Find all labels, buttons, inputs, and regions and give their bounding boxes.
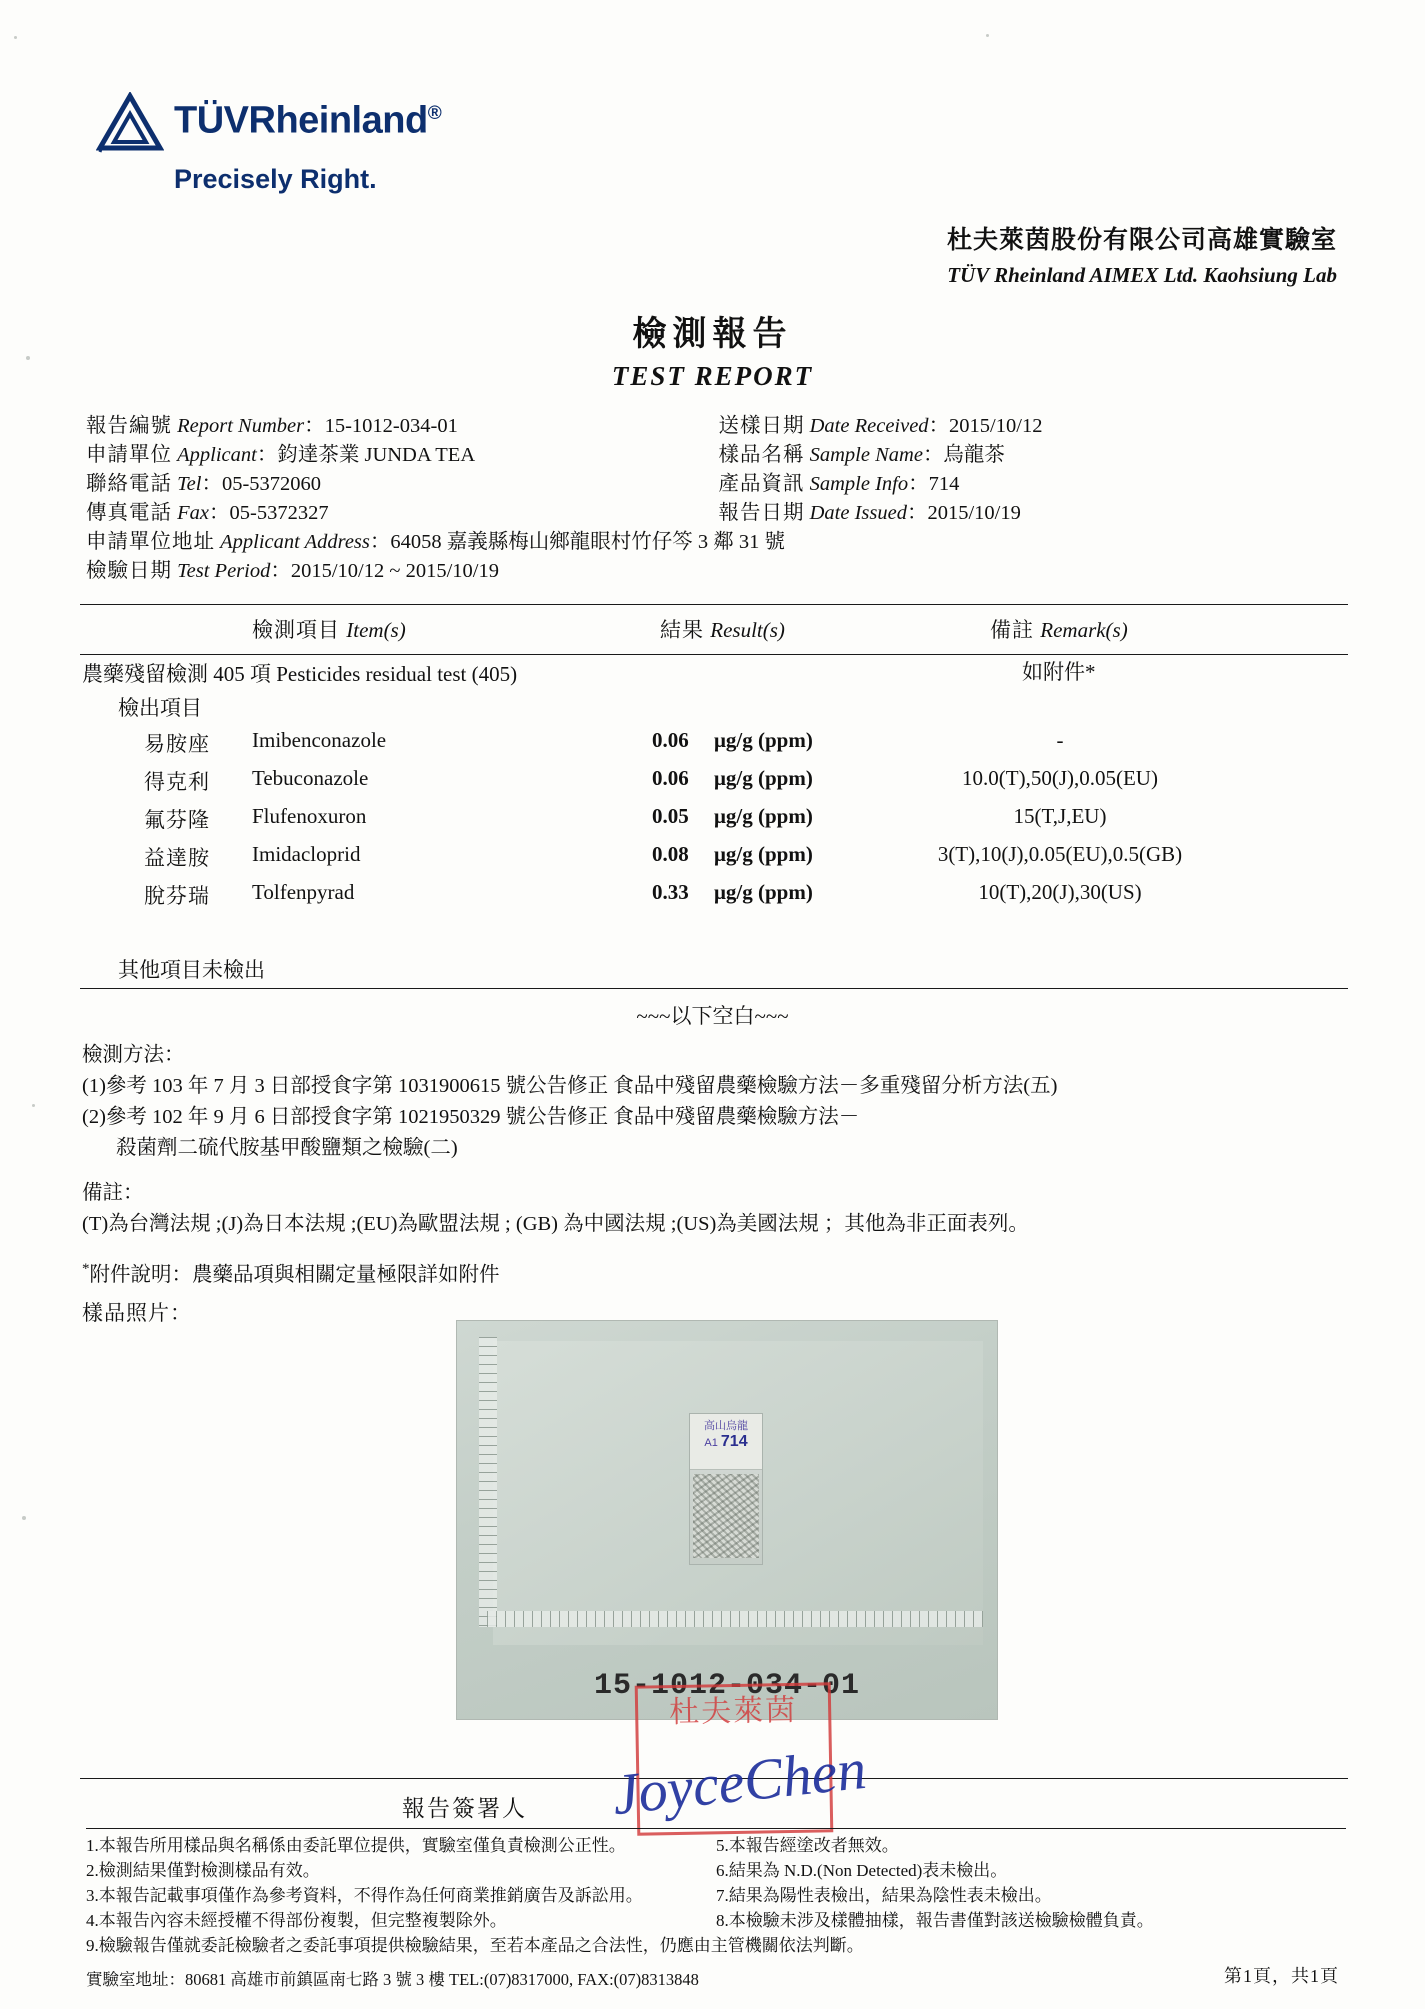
label-cn: 申請單位地址 [86, 531, 215, 553]
column-header-result-cn: 結果 [660, 618, 711, 642]
chemical-name-en: Flufenoxuron [252, 804, 367, 828]
sample-bag-label [690, 1414, 762, 1470]
notes-section [82, 1040, 1362, 1291]
result-remark: 10.0(T),50(J),0.05(EU) [962, 766, 1158, 790]
value: ：05-5372327 [209, 502, 329, 524]
sample-photo-id: 15-1012-034-01 [593, 1669, 861, 1703]
table-row [0, 728, 1425, 766]
method-line-2b: 殺菌劑二硫代胺基甲酸鹽類之檢驗(二) [116, 1137, 458, 1159]
value: ：2015/10/12 [928, 415, 1043, 437]
meta-row [86, 441, 1341, 470]
attachment-note [82, 1254, 1362, 1291]
footer-item: 6.結果為 N.D.(Non Detected)表未檢出。 [716, 1861, 1008, 1880]
method-line-2: (2)參考 102 年 9 月 6 日部授食字第 1021950329 號公告修正 食品中殘留農藥檢驗方法－ [82, 1106, 860, 1128]
test-group-title: 農藥殘留檢測 405 項 Pesticides residual test (405) [82, 662, 518, 686]
official-stamp: 杜夫萊茵 [635, 1682, 834, 1835]
ruler-horizontal [487, 1611, 983, 1627]
ruler-vertical [479, 1337, 497, 1627]
value: ：2015/10/12 ~ 2015/10/19 [270, 560, 499, 582]
column-header-remark-en: Remark(s) [1040, 618, 1128, 642]
result-unit: μg/g (ppm) [714, 804, 813, 828]
page-number: 第1頁，共1頁 [1224, 1966, 1339, 1986]
meta-row [86, 499, 1341, 528]
scan-speck [32, 1104, 35, 1107]
column-header-remark-cn: 備註 [990, 618, 1041, 642]
sample-tag-line1: 高山烏龍 [704, 1420, 748, 1432]
label-en: Tel [177, 473, 202, 495]
table-top-rule [80, 604, 1348, 605]
column-header-result [660, 614, 785, 644]
chemical-name-cn: 氟芬隆 [144, 808, 210, 832]
sample-bag [689, 1413, 763, 1565]
meta-row [86, 528, 1341, 557]
result-remark: 15(T,J,EU) [1013, 804, 1107, 828]
result-remark: 10(T),20(J),30(US) [978, 880, 1142, 904]
handwritten-signature: JoyceChen [609, 1735, 870, 1828]
column-header-item-cn: 檢測項目 [252, 618, 347, 642]
sample-tag-line2: A1 [704, 1437, 718, 1449]
footer-row [86, 1908, 1346, 1933]
label-en: Fax [177, 502, 209, 524]
chemical-name-en: Imibenconazole [252, 728, 387, 752]
spacer [82, 1164, 1362, 1178]
method-line-1: (1)參考 103 年 7 月 3 日部授食字第 1031900615 號公告修正 食品中殘留農藥檢驗方法－多重殘留分析方法(五) [82, 1075, 1058, 1097]
label-en: Sample Info [809, 473, 909, 495]
footer-item: 7.結果為陽性表檢出，結果為陰性表未檢出。 [716, 1886, 1052, 1905]
others-not-detected: 其他項目未檢出 [118, 958, 265, 982]
blank-marker: ~~~以下空白~~~ [636, 1004, 789, 1028]
lab-name-cn: 杜夫萊茵股份有限公司高雄實驗室 [946, 227, 1337, 254]
chemical-name-en: Tolfenpyrad [252, 880, 355, 904]
meta-date-received [709, 412, 1342, 441]
label-cn: 報告編號 [86, 415, 172, 437]
column-header-item-en: Item(s) [346, 618, 406, 642]
meta-applicant [86, 441, 709, 470]
chemical-name-cn: 得克利 [144, 770, 210, 794]
value: ：15-1012-034-01 [304, 415, 458, 437]
table-row [0, 804, 1425, 842]
meta-test-period [86, 557, 1341, 586]
label-en: Applicant Address [220, 531, 370, 553]
remark-text: (T)為台灣法規 ;(J)為日本法規 ;(EU)為歐盟法規 ; (GB) 為中國法規 ;(US)為美國法規 ；其他為非正面表列。 [82, 1213, 1029, 1235]
value: ：2015/10/19 [906, 502, 1021, 524]
label-cn: 聯絡電話 [86, 473, 172, 495]
result-remark: 3(T),10(J),0.05(EU),0.5(GB) [937, 842, 1183, 866]
scan-speck [22, 1516, 26, 1520]
table-header-rule [80, 654, 1348, 655]
meta-row [86, 470, 1341, 499]
brand-name [174, 92, 441, 143]
spacer [82, 1240, 1362, 1254]
footer-disclaimers [86, 1828, 1346, 1958]
sample-tag-number: 714 [720, 1433, 748, 1450]
report-title [0, 306, 1425, 392]
table-bottom-rule [80, 988, 1348, 989]
footer-row [86, 1858, 1346, 1883]
label-en: Applicant [177, 444, 257, 466]
value: ：714 [908, 473, 960, 495]
brand-tagline: Precisely Right. [174, 164, 377, 194]
result-unit: μg/g (ppm) [714, 880, 813, 904]
column-header-remark [990, 614, 1128, 644]
tuv-rheinland-logo [96, 92, 556, 195]
label-en: Report Number [177, 415, 305, 437]
brand-name-text: TÜVRheinland [174, 99, 428, 142]
chemical-name-cn: 益達胺 [144, 846, 210, 870]
label-en: Date Received [809, 415, 929, 437]
column-header-result-en: Result(s) [710, 618, 785, 642]
meta-row [86, 557, 1341, 586]
test-group-remark: 如附件* [1022, 660, 1096, 684]
value: ：烏龍茶 [922, 444, 1005, 466]
meta-report-number [86, 412, 709, 441]
label-en: Sample Name [809, 444, 923, 466]
remark-label: 備註： [82, 1182, 144, 1204]
label-cn: 申請單位 [86, 444, 172, 466]
chemical-name-en: Imidacloprid [252, 842, 361, 866]
meta-applicant-address [86, 528, 1341, 557]
attachment-note-text: 附件說明：農藥品項與相關定量極限詳如附件 [89, 1263, 500, 1286]
detected-items-subhead: 檢出項目 [118, 696, 202, 720]
result-value: 0.05 [652, 804, 689, 828]
result-unit: μg/g (ppm) [714, 766, 813, 790]
lab-name-en: TÜV Rheinland AIMEX Ltd. Kaohsiung Lab [947, 262, 1337, 287]
footer-row [86, 1883, 1346, 1908]
meta-tel [86, 470, 709, 499]
footer-item: 5.本報告經塗改者無效。 [716, 1836, 899, 1855]
label-en: Test Period [177, 560, 271, 582]
meta-fax [86, 499, 709, 528]
label-cn: 檢驗日期 [86, 560, 172, 582]
label-en: Date Issued [809, 502, 907, 524]
footer-row [86, 1828, 1346, 1858]
footer-item-9: 9.檢驗報告僅就委託檢驗者之委託事項提供檢驗結果，至若本產品之合法性，仍應由主管機關依法判斷。 [86, 1936, 864, 1955]
result-unit: μg/g (ppm) [714, 842, 813, 866]
report-title-en: TEST REPORT [611, 361, 814, 391]
methods-label: 檢測方法： [82, 1044, 185, 1066]
footer-item: 8.本檢驗未涉及樣體抽樣，報告書僅對該送檢驗檢體負責。 [716, 1911, 1154, 1930]
report-meta [86, 412, 1341, 586]
meta-date-issued [709, 499, 1342, 528]
report-title-cn: 檢測報告 [632, 316, 793, 353]
result-value: 0.33 [652, 880, 689, 904]
lab-address: 實驗室地址：80681 高雄市前鎮區南七路 3 號 3 樓 TEL:(07)8317000, FAX:(07)8313848 [86, 1970, 699, 1989]
chemical-name-cn: 脫芬瑞 [144, 884, 210, 908]
result-remark: - [1056, 728, 1064, 752]
meta-sample-name [709, 441, 1342, 470]
tuv-triangle-icon [96, 92, 164, 154]
footer-item: 3.本報告記載事項僅作為參考資料，不得作為任何商業推銷廣告及訴訟用。 [86, 1886, 643, 1905]
label-cn: 報告日期 [718, 502, 805, 524]
table-row [0, 880, 1425, 918]
table-row [0, 766, 1425, 804]
sample-photo [456, 1320, 998, 1720]
signatory-label: 報告簽署人 [402, 1796, 527, 1821]
label-cn: 產品資訊 [718, 473, 805, 495]
value: ：05-5372060 [201, 473, 322, 495]
label-cn: 傳真電話 [86, 502, 172, 524]
result-value: 0.06 [652, 766, 689, 790]
value: ：64058 嘉義縣梅山鄉龍眼村竹仔笒 3 鄰 31 號 [369, 531, 786, 553]
column-header-item [252, 614, 406, 644]
chemical-name-cn: 易胺座 [144, 732, 210, 756]
footer-item: 4.本報告內容未經授權不得部份複製，但完整複製除外。 [86, 1911, 507, 1930]
result-unit: μg/g (ppm) [714, 728, 813, 752]
footer-item: 2.檢測結果僅對檢測樣品有效。 [86, 1861, 320, 1880]
result-value: 0.08 [652, 842, 689, 866]
meta-row [86, 412, 1341, 441]
scan-speck [986, 34, 989, 37]
asterisk-icon: * [82, 1261, 90, 1277]
sample-photo-label: 樣品照片： [82, 1301, 192, 1325]
result-value: 0.06 [652, 728, 689, 752]
lab-identity [947, 222, 1337, 291]
table-row [0, 842, 1425, 880]
label-cn: 送樣日期 [718, 415, 805, 437]
chemical-name-en: Tebuconazole [252, 766, 369, 790]
label-cn: 樣品名稱 [718, 444, 805, 466]
scan-speck [14, 36, 17, 39]
footer-item: 1.本報告所用樣品與名稱係由委託單位提供，實驗室僅負責檢測公正性。 [86, 1836, 626, 1855]
registered-mark: ® [427, 103, 442, 124]
tea-leaves [693, 1474, 759, 1558]
value: ：鈞達茶業 JUNDA TEA [256, 444, 476, 466]
meta-sample-info [709, 470, 1342, 499]
